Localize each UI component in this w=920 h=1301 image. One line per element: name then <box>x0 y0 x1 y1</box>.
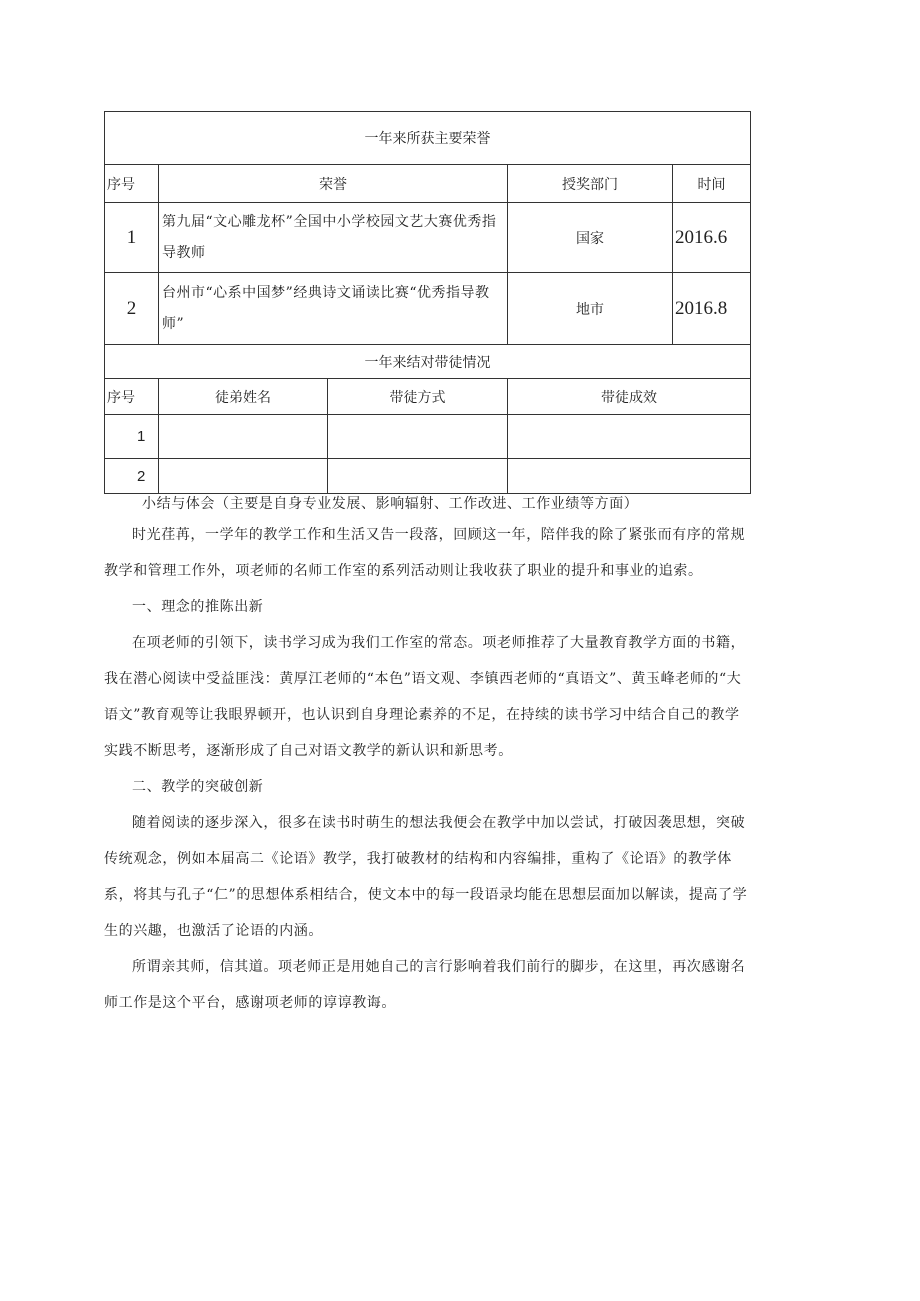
honors-time: 2016.6 <box>673 203 751 273</box>
honors-time: 2016.8 <box>673 273 751 345</box>
mentoring-name-cell <box>159 415 328 459</box>
honors-header-dept: 授奖部门 <box>508 165 673 203</box>
table-row <box>105 459 751 494</box>
mentoring-header-result: 带徒成效 <box>508 379 751 415</box>
honors-header-honor: 荣誉 <box>159 165 508 203</box>
honors-table <box>104 111 751 494</box>
summary-paragraph: 在项老师的引领下，读书学习成为我们工作室的常态。项老师推荐了大量教育教学方面的书籍，我在潜心阅读中受益匪浅：黄厚江老师的“本色”语文观、李镇西老师的“真语文”、黄玉峰老师的“大语文”教育观等让我眼界顿开，也认识到自身理论素养的不足，在持续的读书学习中结合自己的教学实践不断思考，逐渐形成了自己对语文教学的新认识和新思考。 <box>104 635 746 759</box>
honors-header-row <box>105 165 751 203</box>
mentoring-header-method: 带徒方式 <box>328 379 508 415</box>
honors-header-seq: 序号 <box>105 165 159 203</box>
mentoring-header-name: 徒弟姓名 <box>159 379 328 415</box>
table-row <box>105 203 751 273</box>
honors-seq: 2 <box>105 273 159 345</box>
mentoring-title-row <box>105 345 751 379</box>
honors-title: 一年来所获主要荣誉 <box>105 112 751 165</box>
honors-seq: 1 <box>105 203 159 273</box>
mentoring-result-cell <box>508 459 751 494</box>
mentoring-header-row <box>105 379 751 415</box>
honors-dept: 国家 <box>508 203 673 273</box>
summary-heading: 小结与体会（主要是自身专业发展、影响辐射、工作改进、工作业绩等方面） <box>142 496 639 512</box>
honors-name: 台州市“心系中国梦”经典诗文诵读比赛“优秀指导教师” <box>159 273 508 345</box>
honors-name: 第九届“文心雕龙杯”全国中小学校园文艺大赛优秀指导教师 <box>159 203 508 273</box>
honors-dept: 地市 <box>508 273 673 345</box>
summary-section <box>104 491 754 1021</box>
table-row <box>105 273 751 345</box>
honors-title-row <box>105 112 751 165</box>
mentoring-result-cell <box>508 415 751 459</box>
mentoring-method-cell <box>328 415 508 459</box>
mentoring-header-seq: 序号 <box>105 379 159 415</box>
section-heading: 一、理念的推陈出新 <box>132 599 264 615</box>
mentoring-method-cell <box>328 459 508 494</box>
mentoring-name-cell <box>159 459 328 494</box>
mentoring-seq: 2 <box>105 459 159 494</box>
summary-paragraph: 所谓亲其师，信其道。项老师正是用她自己的言行影响着我们前行的脚步，在这里，再次感谢名师工作是这个平台，感谢项老师的谆谆教诲。 <box>104 959 746 1011</box>
honors-header-time: 时间 <box>673 165 751 203</box>
summary-paragraph: 随着阅读的逐步深入，很多在读书时萌生的想法我便会在教学中加以尝试，打破因袭思想，突破传统观念，例如本届高二《论语》教学，我打破教材的结构和内容编排，重构了《论语》的教学体系，将其与孔子“仁”的思想体系相结合，使文本中的每一段语录均能在思想层面加以解读，提高了学生的兴趣，也激活了论语的内涵。 <box>104 815 748 939</box>
section-heading: 二、教学的突破创新 <box>132 779 264 795</box>
summary-paragraph: 时光荏苒，一学年的教学工作和生活又告一段落，回顾这一年，陪伴我的除了紧张而有序的常规教学和管理工作外，项老师的名师工作室的系列活动则让我收获了职业的提升和事业的追索。 <box>104 527 746 579</box>
table-row <box>105 415 751 459</box>
mentoring-title: 一年来结对带徒情况 <box>105 345 751 379</box>
mentoring-seq: 1 <box>105 415 159 459</box>
